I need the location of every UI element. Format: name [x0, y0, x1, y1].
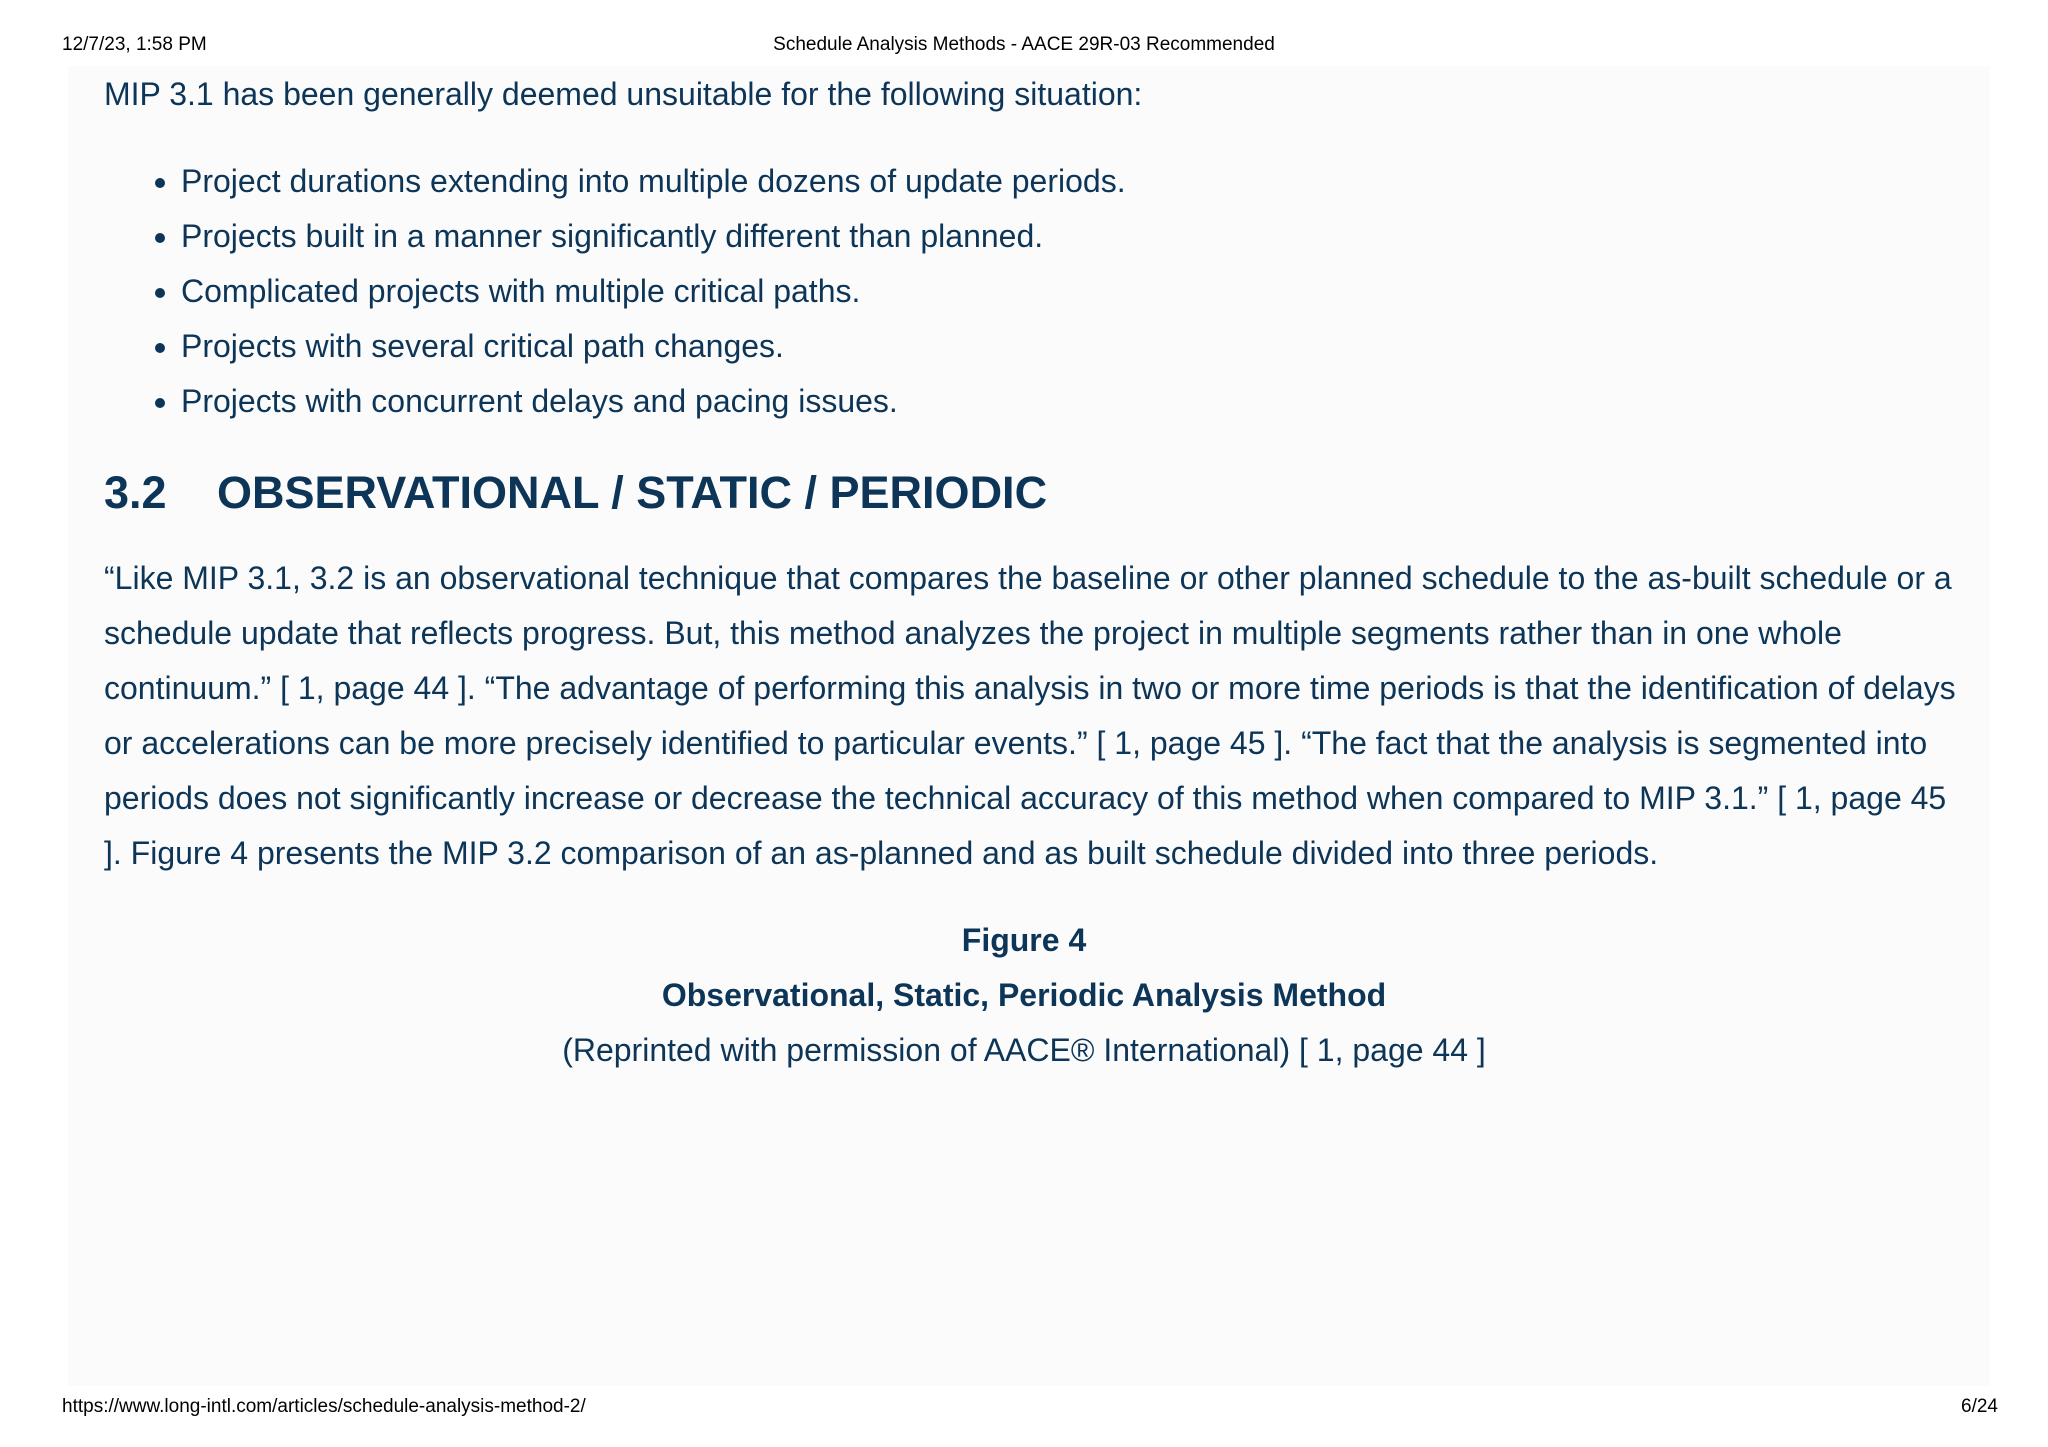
section-heading	[104, 463, 1964, 523]
unsuitable-situations-list	[104, 154, 1964, 429]
article-body	[104, 70, 1964, 1078]
print-header	[0, 34, 2048, 58]
print-footer	[0, 1396, 2048, 1420]
print-url: https://www.long-intl.com/articles/schedule-analysis-method-2/	[62, 1396, 586, 1417]
figure-credit: (Reprinted with permission of AACE® International) [ 1, page 44 ]	[562, 1032, 1486, 1068]
section-paragraph: “Like MIP 3.1, 3.2 is an observational technique that compares the baseline or other planned schedule to the as-built schedule or a schedule update that reflects progress. But, this method analyzes the project in multiple segments rather than in one whole continuum.” [ 1, page 44 ]. “The advantage of performing this analysis in two or more time periods is that the identification of delays or accelerations can be more precisely identified to particular events.” [ 1, page 45 ]. “The fact that the analysis is segmented into periods does not significantly increase or decrease the technical accuracy of this method when compared to MIP 3.1.” [ 1, page 45 ]. Figure 4 presents the MIP 3.2 comparison of an as-planned and as built schedule divided into three periods.	[104, 560, 1956, 871]
list-item: • Complicated projects with multiple critical paths.	[181, 264, 1964, 319]
figure-title: Observational, Static, Periodic Analysis Method	[661, 977, 1387, 1013]
figure-label: Figure 4	[961, 922, 1087, 958]
intro-sentence: MIP 3.1 has been generally deemed unsuitable for the following situation:	[104, 76, 1143, 112]
figure-caption	[104, 913, 1944, 1078]
list-item: • Project durations extending into multiple dozens of update periods.	[181, 154, 1964, 209]
list-item: • Projects built in a manner significantly different than planned.	[181, 209, 1964, 264]
list-item: • Projects with concurrent delays and pacing issues.	[181, 374, 1964, 429]
section-number: 3.2	[104, 467, 167, 518]
print-page-title: Schedule Analysis Methods - AACE 29R-03 Recommended	[773, 34, 1275, 55]
print-datetime: 12/7/23, 1:58 PM	[62, 34, 207, 55]
print-page-number: 6/24	[1961, 1396, 1998, 1417]
section-title: OBSERVATIONAL / STATIC / PERIODIC	[217, 467, 1048, 518]
list-item: • Projects with several critical path changes.	[181, 319, 1964, 374]
